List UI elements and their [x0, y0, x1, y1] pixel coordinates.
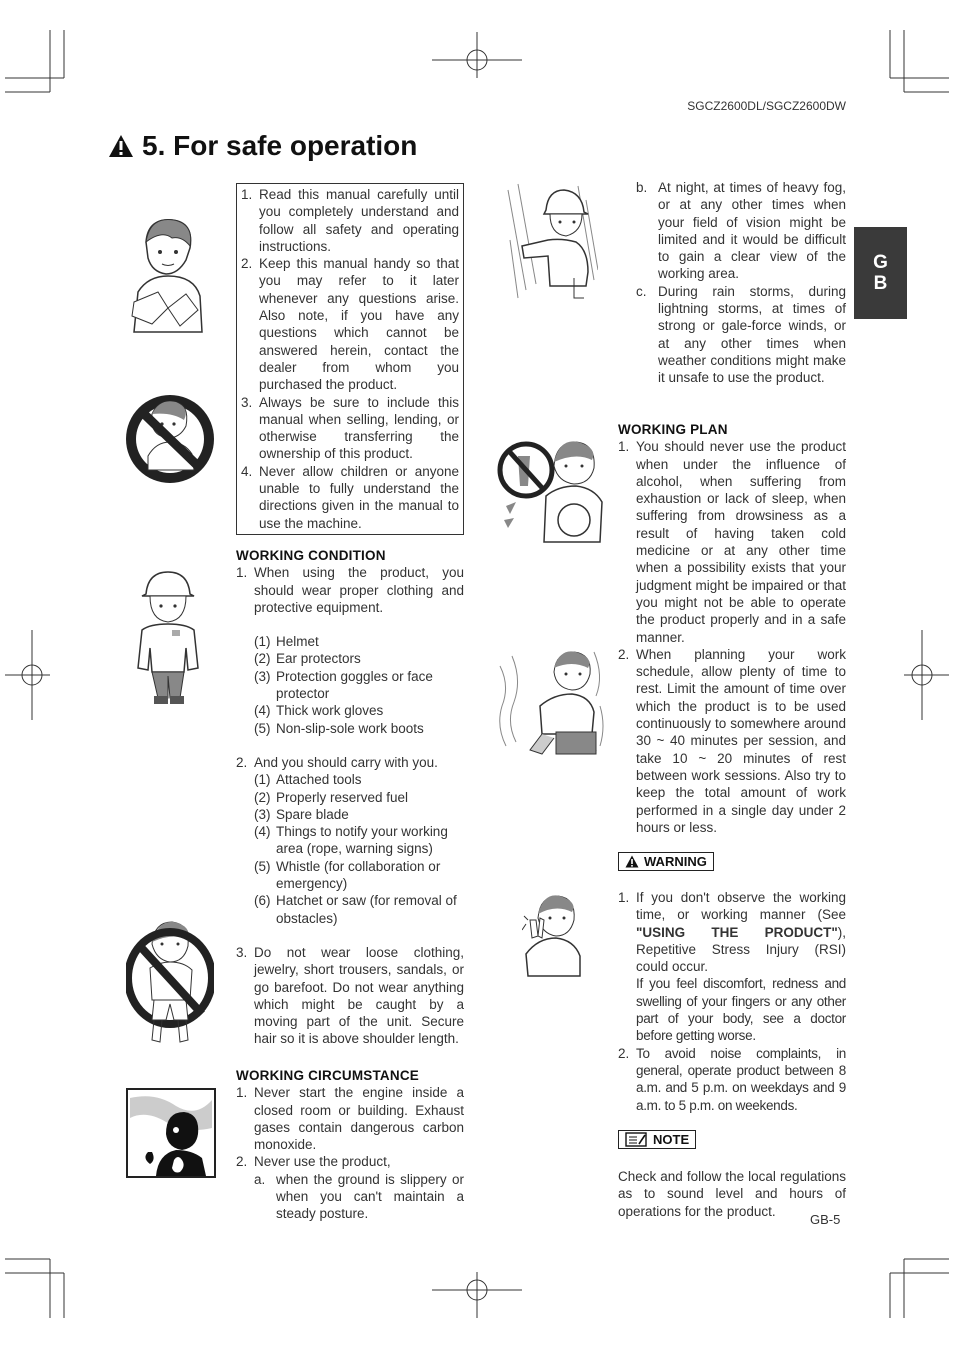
page-number: GB-5 — [810, 1212, 841, 1227]
page-title-text: 5. For safe operation — [142, 130, 418, 161]
model-number: SGCZ2600DL/SGCZ2600DW — [687, 99, 846, 113]
no-children-illustration — [122, 390, 218, 488]
no-alcohol-illustration — [496, 436, 606, 546]
list-item: 2. And you should carry with you. — [236, 754, 438, 770]
intro-box — [236, 183, 464, 535]
equipment-item: (4) Thick work gloves — [254, 703, 384, 719]
list-item: 2. Never use the product, — [236, 1154, 391, 1170]
list-item: 1. Never start the engine inside a closed room or building. Exhaust gases contain dangerous carbon monoxide. — [236, 1085, 464, 1153]
no-loose-clothing-illustration — [126, 916, 214, 1048]
intro-item: 2. Keep this manual handy so that you may refer to it later whenever any questions arise. Also note, if you have any questions which cannot be answered herein, contact the dealer from whom you purchased the product. — [241, 256, 459, 393]
carry-item: (2) Properly reserved fuel — [254, 789, 409, 805]
intro-item: 1. Read this manual carefully until you completely understand and follow all safety and operating instructions. — [241, 187, 459, 254]
warning-badge: WARNING — [618, 852, 714, 871]
equipment-item: (2) Ear protectors — [254, 651, 361, 667]
note-badge: NOTE — [618, 1130, 696, 1149]
intro-item: 4. Never allow children or anyone unable to fully understand the directions given in the manual to use the machine. — [241, 463, 459, 531]
working-circumstance-section — [236, 1067, 464, 1223]
list-item-continued: If you feel discomfort, redness and swelling of your fingers or any other part of your body, see a doctor before getting worse. — [636, 976, 846, 1044]
warning-triangle-icon — [625, 855, 639, 868]
working-plan-heading: WORKING PLAN — [618, 422, 728, 437]
working-condition-section — [236, 547, 464, 1048]
equipment-item: (3) Protection goggles or face protector — [254, 668, 433, 702]
list-item: 2. When planning your work schedule, allow plenty of time to rest. Limit the amount of time over which the product is to be used continuously to somewhere around 30 ~ 40 minutes per session, and take 10 ~ 20 minutes of rest between work sessions. Also try to keep the total amount of work performed in a single day under 2 hours or less. — [618, 646, 846, 835]
rsi-hand-illustration — [522, 890, 584, 978]
working-condition-heading: WORKING CONDITION — [236, 548, 386, 563]
reading-boy-illustration — [128, 212, 208, 334]
language-tab: G B — [854, 227, 907, 319]
carry-item: (3) Spare blade — [254, 806, 349, 822]
list-item: 3. Do not wear loose clothing, jewelry, short trousers, sandals, or go barefoot. Do not wear anything which might be caught by a moving part of the unit. Secure hair so it is above shoulder length. — [236, 944, 464, 1047]
list-item: 1. If you don't observe the working time, or working manner (See "USING THE PRODUCT"), Repetitive Stress Injury (RSI) could occur. — [618, 890, 846, 975]
list-item: 1. When using the product, you should wear proper clothing and protective equipment. — [236, 565, 464, 615]
intro-item: 3. Always be sure to include this manual when selling, lending, or otherwise transferring the ownership of this product. — [241, 394, 459, 462]
sub-item: a. when the ground is slippery or when you can't maintain a steady posture. — [254, 1171, 464, 1222]
warning-section — [618, 889, 846, 1114]
carry-item: (6) Hatchet or saw (for removal of obstacles) — [254, 893, 457, 926]
tired-worker-illustration — [496, 646, 606, 758]
list-item: 2. To avoid noise complaints, in general, operate product between 8 a.m. and 5 p.m. on weekdays and 9 a.m. to 5 p.m. on weekends. — [618, 1045, 846, 1113]
working-plan-section — [618, 421, 846, 836]
sub-item: c. During rain storms, during lightning storms, at times of strong or gale-force winds, or at any other times when weather conditions might make it unsafe to use the product. — [636, 283, 846, 386]
protective-gear-worker-illustration — [132, 568, 204, 708]
rain-worker-illustration — [504, 180, 598, 302]
page-title — [108, 130, 417, 162]
carry-item: (4) Things to notify your working area (rope, warning signs) — [254, 824, 448, 857]
equipment-item: (5) Non-slip-sole work boots — [254, 720, 424, 736]
list-item: 1. You should never use the product when under the influence of alcohol, when suffering from exhaustion or lack of sleep, when suffering from drowsiness as a result of having taken cold medicine or at any other time when a possibility exists that your judgment might be impaired or that you might not be able to operate the product properly and in a safe manner. — [618, 439, 846, 645]
working-circumstance-heading: WORKING CIRCUMSTANCE — [236, 1068, 419, 1083]
warning-triangle-icon — [108, 134, 134, 158]
note-text: Check and follow the local regulations as to sound level and hours of operations for the product. — [618, 1169, 846, 1219]
sub-item: b. At night, at times of heavy fog, or at any other times when your field of vision might be limited and it would be difficult to gain a clear view of the working area. — [636, 180, 846, 282]
note-icon — [625, 1132, 647, 1147]
carry-item: (5) Whistle (for collaboration or emergency) — [254, 858, 441, 892]
circumstance-continued — [636, 179, 846, 387]
exhaust-gas-illustration — [126, 1088, 216, 1178]
carry-item: (1) Attached tools — [254, 772, 362, 788]
equipment-item: (1) Helmet — [254, 634, 319, 650]
